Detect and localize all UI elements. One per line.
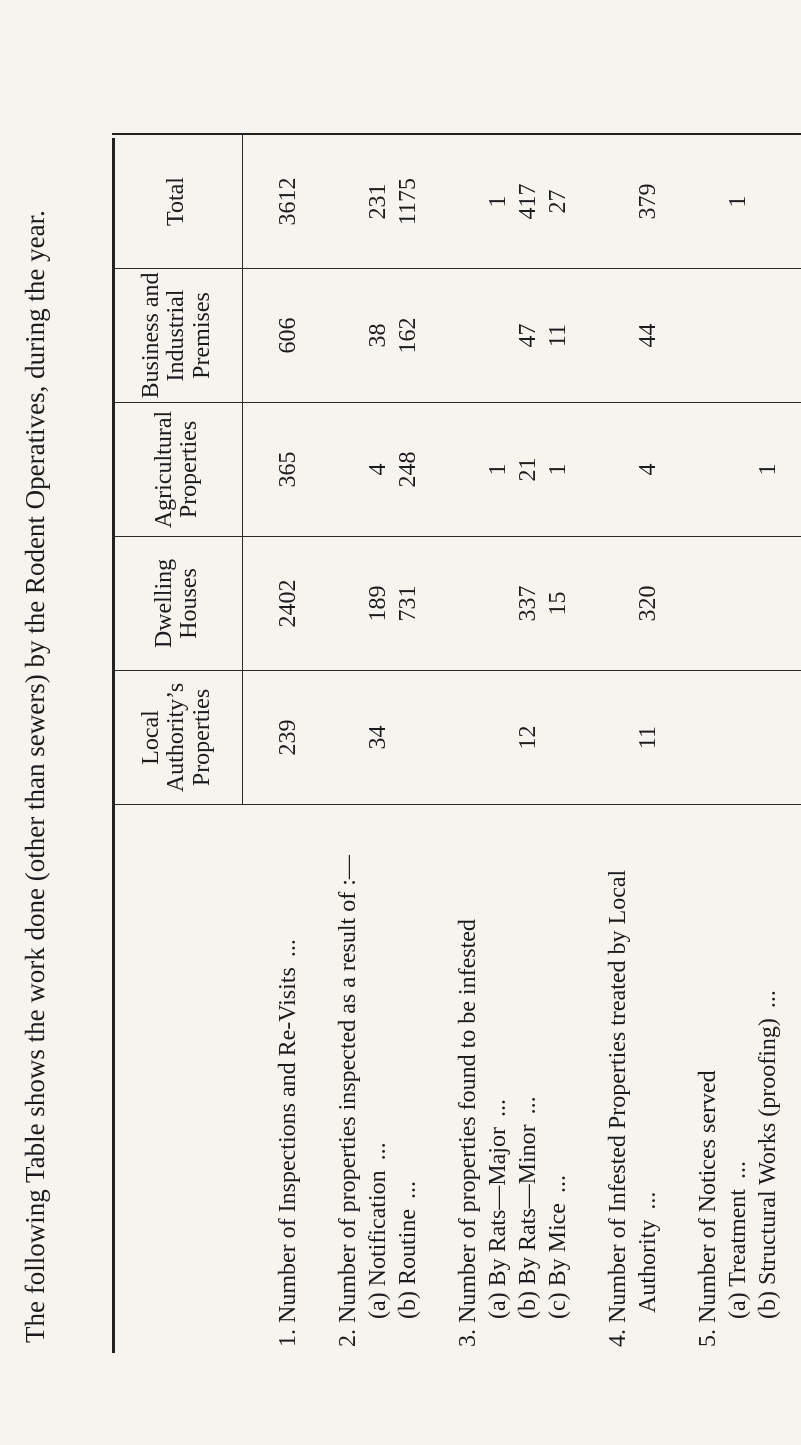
cell-value — [333, 269, 363, 402]
cell-value — [483, 269, 513, 402]
spacer — [423, 537, 453, 670]
spacer — [603, 269, 633, 402]
cell-value: 34 — [365, 725, 391, 750]
value-column — [243, 537, 801, 671]
leader-dots: ... — [544, 1175, 571, 1194]
spacer — [663, 805, 693, 1353]
sub-row-label-text: (a) Treatment — [724, 1189, 751, 1319]
cell-value — [723, 671, 753, 804]
cell-value: 12 — [515, 725, 541, 750]
cell-value — [393, 671, 423, 804]
col-header: Total — [112, 134, 243, 269]
spacer — [303, 403, 333, 536]
spacer — [783, 537, 801, 670]
rodent-work-table — [112, 133, 801, 1353]
row-label-text: 5. Number of Notices served — [694, 1070, 721, 1347]
row-label-continued — [633, 805, 663, 1353]
spacer — [783, 135, 801, 268]
cell-value: 38 — [365, 323, 391, 348]
cell-value — [693, 135, 723, 268]
page-caption: The following Table shows the work done (other than sewers) by the Rodent Operatives, during the year. — [20, 210, 50, 1343]
spacer — [573, 135, 603, 268]
value-column — [243, 269, 801, 403]
sub-row-label — [393, 805, 423, 1353]
spacer — [423, 403, 453, 536]
spacer — [603, 403, 633, 536]
body-row — [243, 134, 801, 1353]
cell-value — [333, 671, 363, 804]
sub-row-label-text: (b) Routine — [394, 1209, 421, 1319]
cell-value: 1 — [485, 195, 511, 208]
row-label — [603, 805, 633, 1353]
cell-value: 1 — [545, 463, 571, 476]
spacer — [243, 537, 273, 670]
cell-value: 2402 — [275, 579, 301, 628]
cell-value: 189 — [365, 585, 391, 622]
row-label — [333, 805, 363, 1353]
spacer — [603, 135, 633, 268]
leader-dots: ... — [394, 1181, 421, 1200]
spacer — [783, 269, 801, 402]
row-label-text: 1. Number of Inspections and Re-Visits — [274, 967, 301, 1347]
cell-value: 11 — [635, 725, 661, 750]
label-column — [243, 805, 801, 1354]
spacer — [303, 537, 333, 670]
leader-dots: ... — [274, 939, 301, 958]
col-header: Dwelling Houses — [112, 537, 243, 671]
spacer — [783, 671, 801, 804]
spacer — [573, 269, 603, 402]
spacer — [243, 269, 273, 402]
spacer — [663, 403, 693, 536]
spacer — [243, 135, 273, 268]
cell-value: 1 — [485, 463, 511, 476]
cell-value — [723, 403, 753, 536]
spacer — [423, 671, 453, 804]
col-header: Business and Industrial Premises — [112, 269, 243, 403]
cell-value: 21 — [515, 457, 541, 482]
cell-value: 4 — [365, 463, 391, 476]
cell-value: 15 — [545, 591, 571, 616]
row-label-text: 2. Number of properties inspected as a result of :— — [334, 855, 361, 1347]
cell-value: 44 — [635, 323, 661, 348]
cell-value: 239 — [275, 719, 301, 756]
value-column — [243, 671, 801, 805]
sub-row-label-text: (b) Structural Works (proofing) — [754, 1018, 781, 1319]
value-column — [243, 134, 801, 269]
row-label-text: 4. Number of Infested Properties treated by Local — [604, 869, 631, 1347]
spacer — [663, 269, 693, 402]
cell-value — [453, 135, 483, 268]
cell-value: 4 — [635, 463, 661, 476]
row-label — [273, 805, 303, 1353]
row-label-continued-text: Authority — [634, 1219, 661, 1313]
cell-value — [723, 537, 753, 670]
sub-row-label-text: (a) By Rats—Major — [484, 1127, 511, 1319]
header-row — [112, 134, 243, 1353]
cell-value: 1 — [725, 195, 751, 208]
sub-row-label — [513, 805, 543, 1353]
cell-value: 1 — [755, 463, 781, 476]
spacer — [243, 805, 273, 1353]
spacer — [423, 805, 453, 1353]
sub-row-label — [363, 805, 393, 1353]
row-label-text: 3. Number of properties found to be infested — [454, 919, 481, 1347]
cell-value — [453, 403, 483, 536]
cell-value — [753, 671, 783, 804]
cell-value: 47 — [515, 323, 541, 348]
spacer — [783, 805, 801, 1353]
cell-value — [453, 671, 483, 804]
cell-value: 248 — [395, 451, 421, 488]
sub-row-label — [723, 805, 753, 1353]
cell-value: 606 — [275, 317, 301, 354]
value-column — [243, 403, 801, 537]
cell-value: 27 — [545, 189, 571, 214]
leader-dots: ... — [634, 1191, 661, 1210]
cell-value — [333, 403, 363, 536]
cell-value — [693, 537, 723, 670]
spacer — [303, 135, 333, 268]
sub-row-label-text: (c) By Mice — [544, 1203, 571, 1319]
cell-value: 337 — [515, 585, 541, 622]
cell-value — [723, 269, 753, 402]
cell-value — [753, 135, 783, 268]
spacer — [573, 805, 603, 1353]
leader-dots: ... — [364, 1142, 391, 1161]
cell-value: 231 — [365, 183, 391, 220]
cell-value: 379 — [635, 183, 661, 220]
leader-dots: ... — [484, 1099, 511, 1118]
sub-row-label-text: (b) By Rats—Minor — [514, 1124, 541, 1319]
spacer — [423, 135, 453, 268]
cell-value — [483, 537, 513, 670]
cell-value: 1175 — [395, 177, 421, 226]
leader-dots: ... — [514, 1096, 541, 1115]
sub-row-label-text: (a) Notification — [364, 1170, 391, 1319]
col-header: Local Authority’s Properties — [112, 671, 243, 805]
spacer — [423, 269, 453, 402]
spacer — [663, 537, 693, 670]
spacer — [663, 671, 693, 804]
cell-value: 417 — [515, 183, 541, 220]
sub-row-label — [543, 805, 573, 1353]
cell-value: 3612 — [275, 177, 301, 226]
cell-value — [333, 135, 363, 268]
leader-dots: ... — [754, 990, 781, 1009]
spacer — [243, 671, 273, 804]
cell-value — [693, 671, 723, 804]
col-header: Agricultural Properties — [112, 403, 243, 537]
cell-value: 365 — [275, 451, 301, 488]
cell-value — [333, 537, 363, 670]
cell-value — [693, 403, 723, 536]
cell-value — [753, 269, 783, 402]
spacer — [303, 671, 333, 804]
cell-value — [453, 537, 483, 670]
cell-value: 320 — [635, 585, 661, 622]
cell-value — [753, 537, 783, 670]
cell-value — [543, 671, 573, 804]
row-label — [693, 805, 723, 1353]
spacer — [243, 403, 273, 536]
cell-value: 731 — [395, 585, 421, 622]
spacer — [303, 805, 333, 1353]
spacer — [603, 671, 633, 804]
spacer — [663, 135, 693, 268]
leader-dots: ... — [724, 1161, 751, 1180]
sub-row-label — [753, 805, 783, 1353]
cell-value: 162 — [395, 317, 421, 354]
cell-value — [693, 269, 723, 402]
row-label — [453, 805, 483, 1353]
spacer — [573, 671, 603, 804]
cell-value: 11 — [545, 323, 571, 348]
sub-row-label — [483, 805, 513, 1353]
spacer — [303, 269, 333, 402]
cell-value — [483, 671, 513, 804]
header-blank — [112, 805, 243, 1354]
spacer — [573, 537, 603, 670]
spacer — [573, 403, 603, 536]
cell-value — [453, 269, 483, 402]
spacer — [783, 403, 801, 536]
spacer — [603, 537, 633, 670]
